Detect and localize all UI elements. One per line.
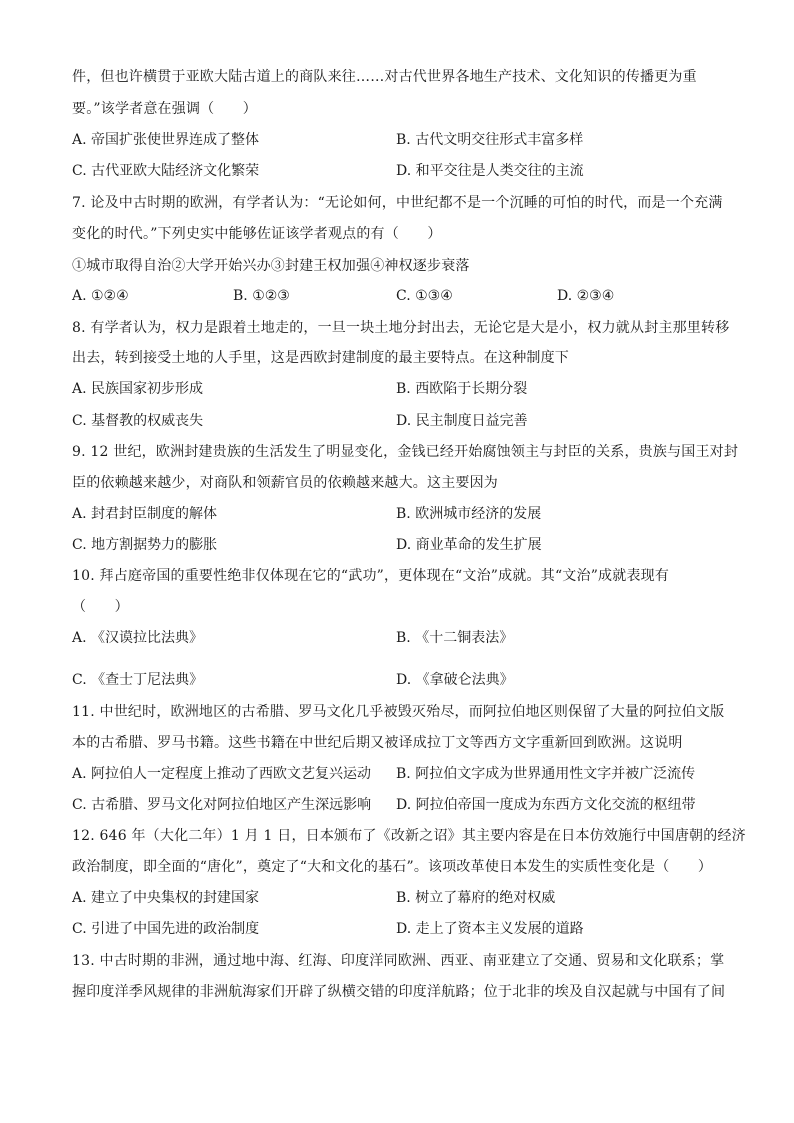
q7-statements: ①城市取得自治②大学开始兴办③封建王权加强④神权逐步衰落 — [72, 258, 470, 274]
q8-text-line-1: 8. 有学者认为，权力是跟着土地走的，一旦一块土地分封出去，无论它是大是小，权力就从封主那里转移 — [72, 320, 730, 336]
q9-text-line-2: 臣的依赖越来越少，对商队和领薪官员的依赖越来越大。这主要因为 — [72, 475, 498, 491]
q9-option-a: A. 封君封臣制度的解体 — [72, 506, 218, 522]
q12-text-line-1: 12. 646 年（大化二年）1 月 1 日，日本颁布了《改新之诏》其主要内容是在日本仿效施行中国唐朝的经济 — [72, 828, 746, 844]
q6-text-line-1: 件，但也许横贯于亚欧大陆古道上的商队来往……对古代世界各地生产技术、文化知识的传播更为重 — [72, 69, 697, 85]
q11-option-a: A. 阿拉伯人一定程度上推动了西欧文艺复兴运动 — [72, 766, 372, 782]
q6-text-line-2: 要。”该学者意在强调（ ） — [72, 101, 257, 117]
q7-option-c: C. ①③④ — [396, 288, 453, 304]
q12-text-line-2: 政治制度，即全面的“唐化”，奠定了“大和文化的基石”。该项改革使日本发生的实质性变化是（ ） — [72, 859, 713, 875]
q12-option-a: A. 建立了中央集权的封建国家 — [72, 890, 260, 906]
q13-text-line-1: 13. 中古时期的非洲，通过地中海、红海、印度洋同欧洲、西亚、南亚建立了交通、贸易和文化联系；掌 — [72, 953, 725, 969]
q10-option-a: A. 《汉谟拉比法典》 — [72, 630, 204, 646]
q8-option-d: D. 民主制度日益完善 — [396, 413, 528, 429]
q9-option-c: C. 地方割据势力的膨胀 — [72, 537, 218, 553]
q6-option-d: D. 和平交往是人类交往的主流 — [396, 163, 584, 179]
q9-option-b: B. 欧洲城市经济的发展 — [396, 506, 542, 522]
q7-option-a: A. ①②④ — [72, 288, 129, 304]
q11-text-line-1: 11. 中世纪时，欧洲地区的古希腊、罗马文化几乎被毁灭殆尽，而阿拉伯地区则保留了大量的阿拉伯文版 — [72, 704, 725, 720]
q8-text-line-2: 出去，转到接受土地的人手里，这是西欧封建制度的最主要特点。在这种制度下 — [72, 350, 569, 366]
q7-option-d: D. ②③④ — [557, 288, 615, 304]
q12-option-c: C. 引进了中国先进的政治制度 — [72, 921, 260, 937]
q11-text-line-2: 本的古希腊、罗马书籍。这些书籍在中世纪后期又被译成拉丁文等西方文字重新回到欧洲。这说明 — [72, 735, 683, 751]
q10-text-line-2: （ ） — [72, 599, 129, 615]
q11-option-c: C. 古希腊、罗马文化对阿拉伯地区产生深远影响 — [72, 797, 372, 813]
q6-option-a: A. 帝国扩张使世界连成了整体 — [72, 132, 260, 148]
q9-option-d: D. 商业革命的发生扩展 — [396, 537, 542, 553]
q10-text-line-1: 10. 拜占庭帝国的重要性绝非仅体现在它的“武功”，更体现在“文治”成就。其“文治”成就表现有 — [72, 568, 670, 584]
q10-option-d: D. 《拿破仑法典》 — [396, 672, 514, 688]
q8-option-c: C. 基督教的权威丧失 — [72, 413, 204, 429]
q7-text-line-1: 7. 论及中古时期的欧洲，有学者认为：“无论如何，中世纪都不是一个沉睡的可怕的时代，而是一个充满 — [72, 195, 723, 211]
q12-option-b: B. 树立了幕府的绝对权威 — [396, 890, 556, 906]
q9-text-line-1: 9. 12 世纪，欧洲封建贵族的生活发生了明显变化，金钱已经开始腐蚀领主与封臣的关系，贵族与国王对封 — [72, 444, 739, 460]
q8-option-b: B. 西欧陷于长期分裂 — [396, 381, 528, 397]
q11-option-d: D. 阿拉伯帝国一度成为东西方文化交流的枢纽带 — [396, 797, 696, 813]
q12-option-d: D. 走上了资本主义发展的道路 — [396, 921, 584, 937]
q7-text-line-2: 变化的时代。”下列史实中能够佐证该学者观点的有（ ） — [72, 226, 442, 242]
q6-option-b: B. 古代文明交往形式丰富多样 — [396, 132, 584, 148]
q7-option-b: B. ①②③ — [233, 288, 290, 304]
q6-option-c: C. 古代亚欧大陆经济文化繁荣 — [72, 163, 260, 179]
q10-option-c: C. 《查士丁尼法典》 — [72, 672, 204, 688]
q11-option-b: B. 阿拉伯文字成为世界通用性文字并被广泛流传 — [396, 766, 696, 782]
q8-option-a: A. 民族国家初步形成 — [72, 381, 204, 397]
q10-option-b: B. 《十二铜表法》 — [396, 630, 514, 646]
q13-text-line-2: 握印度洋季风规律的非洲航海家们开辟了纵横交错的印度洋航路；位于北非的埃及自汉起就与中国有了间 — [72, 984, 726, 1000]
